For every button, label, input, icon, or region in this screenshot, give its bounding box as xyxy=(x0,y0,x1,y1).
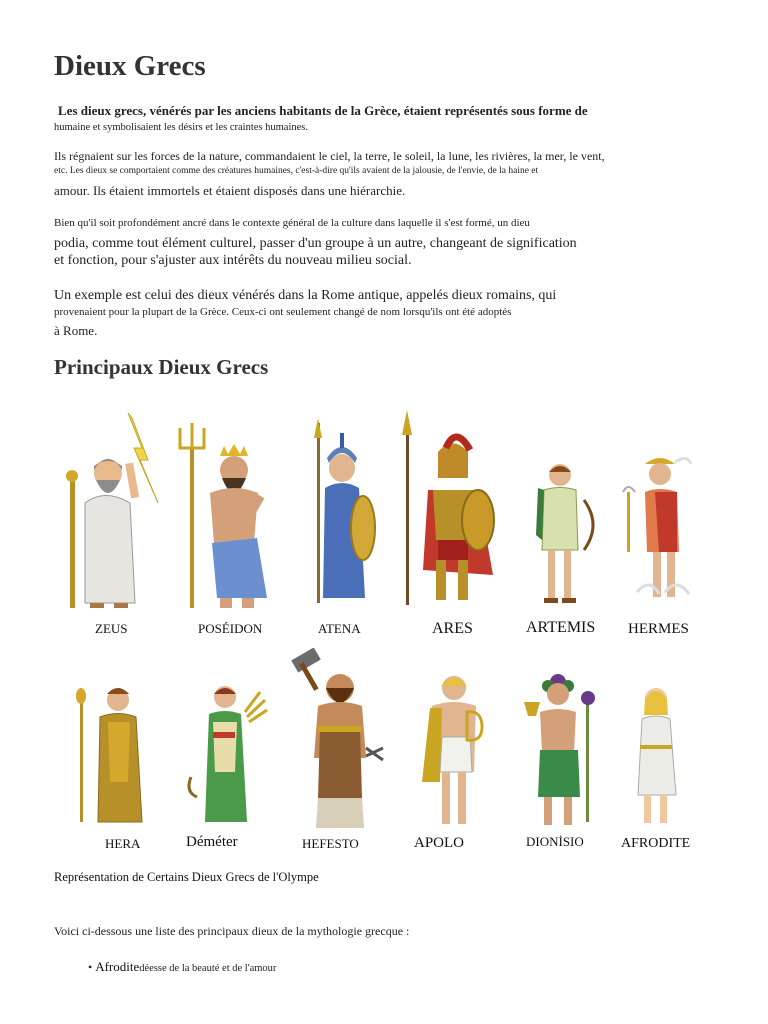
god-label-hefesto: HEFESTO xyxy=(302,836,359,851)
ares-figure xyxy=(398,410,498,610)
intro-line-9: Un exemple est celui des dieux vénérés dans la Rome antique, appelés dieux romains, qui xyxy=(54,288,557,303)
intro-line-2: humaine et symbolisaient les désirs et les craintes humaines. xyxy=(54,122,308,133)
apolo-figure xyxy=(412,672,492,832)
god-label-poseidon: POSÉIDON xyxy=(198,621,263,636)
god-label-artemis: ARTEMIS xyxy=(526,619,596,636)
poseidon-figure xyxy=(172,418,282,613)
intro-line-1: Les dieux grecs, vénérés par les anciens habitants de la Grèce, étaient représentés sous forme de xyxy=(58,103,588,118)
bullet-marker: • xyxy=(88,960,93,974)
page-title: Dieux Grecs xyxy=(54,50,206,82)
god-label-apolo: APOLO xyxy=(414,835,465,851)
list-item xyxy=(88,959,276,975)
intro-line-7: podia, comme tout élément culturel, passer d'un groupe à un autre, changeant de signification xyxy=(54,236,577,251)
intro-line-6: Bien qu'il soit profondément ancré dans le contexte général de la culture dans laquelle il s'est formé, un dieu xyxy=(54,217,530,229)
list-item-term: Afrodite xyxy=(95,959,140,974)
god-label-ares: ARES xyxy=(432,620,473,637)
hermes-figure xyxy=(615,452,695,607)
god-label-dionisio: DIONİSIO xyxy=(526,834,584,849)
god-label-demeter: Déméter xyxy=(186,834,238,850)
god-label-atena: ATENA xyxy=(318,621,361,636)
artemis-figure xyxy=(522,460,602,610)
god-label-zeus: ZEUS xyxy=(95,621,128,636)
intro-line-8: et fonction, pour s'ajuster aux intérêts du nouveau milieu social. xyxy=(54,253,412,268)
figure-caption: Représentation de Certains Dieux Grecs de l'Olympe xyxy=(54,870,319,884)
intro-line-4: etc. Les dieux se comportaient comme des créatures humaines, c'est-à-dire qu'ils avaient de la jalousie, de l'envie, de la haine et xyxy=(54,166,539,176)
intro-line-10: provenaient pour la plupart de la Grèce. Ceux-ci ont seulement changé de nom lorsqu'ils ont été adoptés xyxy=(54,306,512,318)
gods-illustration xyxy=(0,400,768,860)
section-title: Principaux Dieux Grecs xyxy=(54,355,269,379)
list-intro: Voici ci-dessous une liste des principaux dieux de la mythologie grecque : xyxy=(54,924,410,938)
intro-line-5: amour. Ils étaient immortels et étaient disposés dans une hiérarchie. xyxy=(54,183,406,198)
hefesto-figure xyxy=(288,648,388,833)
zeus-figure xyxy=(60,408,170,613)
hera-figure xyxy=(70,682,160,827)
list-item-definition: déesse de la beauté et de l'amour xyxy=(139,963,277,974)
dionisio-figure xyxy=(518,672,608,832)
god-label-hera: HERA xyxy=(105,836,141,851)
intro-line-3: Ils régnaient sur les forces de la nature, commandaient le ciel, la terre, le soleil, la lune, les rivières, la mer, le vent, xyxy=(54,149,605,163)
afrodite-figure xyxy=(624,685,694,830)
god-label-afrodite: AFRODITE xyxy=(621,836,691,851)
demeter-figure xyxy=(185,682,270,827)
atena-figure xyxy=(305,418,380,608)
god-label-hermes: HERMES xyxy=(628,621,689,637)
intro-line-11: à Rome. xyxy=(54,323,98,338)
